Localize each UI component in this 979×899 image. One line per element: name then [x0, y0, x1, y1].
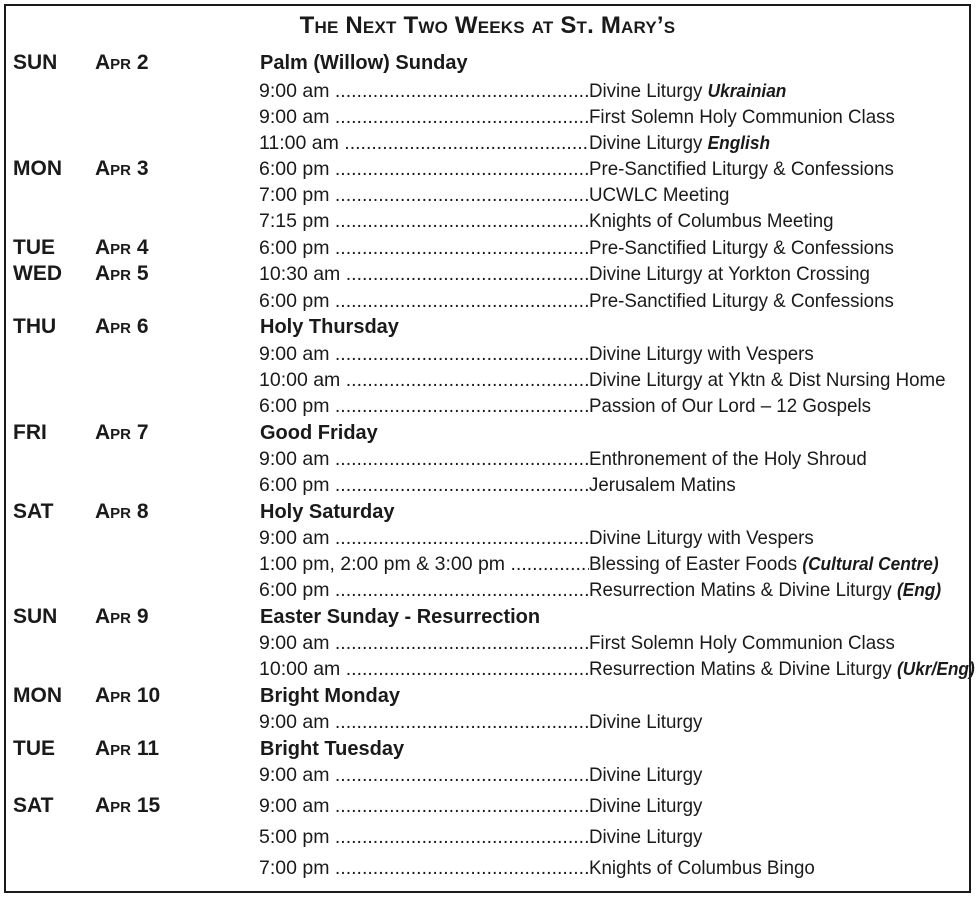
event-time: 10:00 am ..... [259, 656, 589, 682]
event-name: Resurrection Matins & Divine Liturgy (Eng) [589, 579, 942, 601]
event-name: First Solemn Holy Communion Class [589, 106, 895, 128]
day-row [6, 736, 969, 762]
event-time: 10:00 am ..... [259, 367, 589, 393]
event-row [6, 577, 969, 603]
event-row [6, 472, 969, 498]
event-name: UCWLC Meeting [589, 184, 730, 206]
day-label: WED [13, 262, 62, 285]
day-row [6, 261, 969, 287]
event-name: Enthronement of the Holy Shroud [589, 448, 867, 470]
event-row [6, 104, 969, 130]
date-label: Apr 9 [95, 605, 149, 628]
event-row [6, 709, 969, 735]
event-name: Divine Liturgy [589, 764, 703, 786]
event-note: Ukrainian [707, 81, 787, 101]
event-row [6, 288, 969, 314]
date-label: Apr 2 [95, 51, 149, 74]
day-label: TUE [13, 737, 55, 760]
date-label: Apr 7 [95, 421, 149, 444]
day-row [6, 683, 969, 709]
event-time: 1:00 pm, 2:00 pm & 3:00 pm ..... [259, 551, 589, 577]
schedule-frame [4, 4, 975, 893]
event-name: Resurrection Matins & Divine Liturgy (Ukr/Eng) [589, 658, 975, 680]
event-row [6, 762, 969, 788]
event-row [6, 824, 969, 850]
event-name: Knights of Columbus Meeting [589, 210, 834, 232]
date-label: Apr 10 [95, 684, 161, 707]
day-heading: Palm (Willow) Sunday [260, 52, 468, 74]
date-label: Apr 8 [95, 500, 149, 523]
day-label: MON [13, 684, 62, 707]
event-note: English [707, 133, 771, 153]
event-time: 6:00 pm ..... [259, 156, 589, 182]
event-row [6, 208, 969, 234]
event-time: 6:00 pm ..... [259, 577, 589, 603]
day-row [6, 420, 969, 446]
day-heading: Bright Monday [260, 685, 400, 707]
event-time: 9:00 am ..... [259, 762, 589, 788]
event-time: 9:00 am ..... [259, 78, 589, 104]
event-time: 7:15 pm ..... [259, 208, 589, 234]
event-name: Divine Liturgy [589, 795, 703, 817]
date-label: Apr 11 [95, 737, 160, 760]
event-name: Divine Liturgy English [589, 132, 771, 154]
day-label: MON [13, 157, 62, 180]
event-name: Divine Liturgy at Yktn & Dist Nursing Home [589, 369, 946, 391]
event-row [6, 78, 969, 104]
event-row [6, 855, 969, 881]
event-name: Divine Liturgy at Yorkton Crossing [589, 263, 870, 285]
event-note: (Cultural Centre) [802, 554, 939, 574]
event-time: 5:00 pm ..... [259, 824, 589, 850]
event-time: 9:00 am ..... [259, 525, 589, 551]
event-row [6, 656, 975, 682]
day-label: THU [13, 315, 57, 338]
day-label: SAT [13, 500, 54, 523]
event-name: Passion of Our Lord – 12 Gospels [589, 395, 871, 417]
event-name: Divine Liturgy Ukrainian [589, 80, 787, 102]
event-name: Blessing of Easter Foods (Cultural Centre) [589, 553, 939, 575]
event-time: 9:00 am ..... [259, 104, 589, 130]
event-time: 6:00 pm ..... [259, 393, 589, 419]
event-row [6, 367, 969, 393]
event-time: 9:00 am ..... [259, 709, 589, 735]
day-label: TUE [13, 236, 55, 259]
event-time: 7:00 pm ..... [259, 182, 589, 208]
date-label: Apr 4 [95, 236, 149, 259]
event-time: 9:00 am ..... [259, 446, 589, 472]
event-name: Divine Liturgy [589, 826, 703, 848]
event-name: Divine Liturgy [589, 711, 703, 733]
event-name: Pre-Sanctified Liturgy & Confessions [589, 290, 894, 312]
day-heading: Easter Sunday - Resurrection [260, 606, 541, 628]
event-name: First Solemn Holy Communion Class [589, 632, 895, 654]
day-row [6, 793, 969, 819]
event-name: Knights of Columbus Bingo [589, 857, 815, 879]
event-name: Divine Liturgy with Vespers [589, 527, 814, 549]
day-heading: Holy Thursday [260, 316, 399, 338]
event-row [6, 182, 969, 208]
event-name: Pre-Sanctified Liturgy & Confessions [589, 237, 894, 259]
event-time: 11:00 am ..... [259, 130, 589, 156]
day-heading: Good Friday [260, 422, 378, 444]
event-row [6, 393, 969, 419]
event-row [6, 525, 969, 551]
event-name: Divine Liturgy with Vespers [589, 343, 814, 365]
event-name: Pre-Sanctified Liturgy & Confessions [589, 158, 894, 180]
date-label: Apr 3 [95, 157, 149, 180]
event-name: Jerusalem Matins [589, 474, 736, 496]
event-row [6, 446, 969, 472]
event-note: (Eng) [896, 580, 942, 600]
event-time: 6:00 pm ..... [259, 288, 589, 314]
day-label: SUN [13, 51, 58, 74]
day-row [6, 50, 969, 76]
event-row [6, 130, 969, 156]
day-heading: Bright Tuesday [260, 738, 405, 760]
event-time: 10:30 am ..... [259, 261, 589, 287]
day-label: FRI [13, 421, 47, 444]
event-time: 9:00 am ..... [259, 793, 589, 819]
event-time: 9:00 am ..... [259, 341, 589, 367]
day-label: SAT [13, 794, 54, 817]
page-title: The Next Two Weeks at St. Mary’s [299, 12, 676, 39]
date-label: Apr 15 [95, 794, 161, 817]
day-row [6, 499, 969, 525]
date-label: Apr 6 [95, 315, 149, 338]
event-note: (Ukr/Eng) [896, 659, 975, 679]
day-heading: Holy Saturday [260, 501, 395, 523]
event-time: 9:00 am ..... [259, 630, 589, 656]
day-row [6, 235, 969, 261]
event-row [6, 551, 969, 577]
day-row [6, 604, 969, 630]
day-row [6, 156, 969, 182]
event-row [6, 341, 969, 367]
day-row [6, 314, 969, 340]
event-time: 6:00 pm ..... [259, 235, 589, 261]
event-time: 7:00 pm ..... [259, 855, 589, 881]
event-row [6, 630, 969, 656]
date-label: Apr 5 [95, 262, 149, 285]
day-label: SUN [13, 605, 58, 628]
event-time: 6:00 pm ..... [259, 472, 589, 498]
